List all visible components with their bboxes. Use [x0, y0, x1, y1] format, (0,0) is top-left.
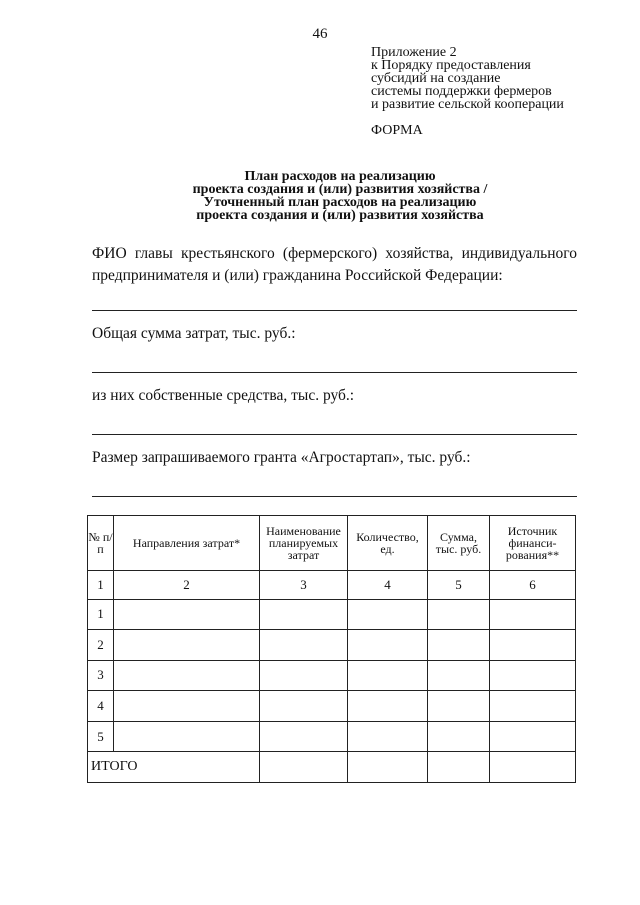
- col-header-funding-source: Источник финанси-рования**: [490, 516, 576, 571]
- cost-direction-cell[interactable]: [114, 691, 260, 722]
- page-number: 46: [312, 26, 328, 42]
- funding-source-cell[interactable]: [490, 660, 576, 691]
- table-row: [88, 721, 576, 752]
- document-title: [0, 170, 640, 222]
- expense-plan-table: [87, 515, 576, 783]
- col-header-cost-direction: Направления затрат*: [114, 516, 260, 571]
- planned-costs-cell[interactable]: [260, 721, 348, 752]
- planned-costs-cell[interactable]: [260, 691, 348, 722]
- table-row: [88, 691, 576, 722]
- appendix-line: и развитие сельской кооперации: [371, 97, 564, 112]
- total-quantity-cell[interactable]: [348, 752, 428, 783]
- total-amount-cell[interactable]: [428, 752, 490, 783]
- cost-direction-cell[interactable]: [114, 721, 260, 752]
- total-row: [88, 752, 576, 783]
- row-number: 5: [88, 721, 114, 752]
- planned-costs-cell[interactable]: [260, 660, 348, 691]
- cost-direction-cell[interactable]: [114, 630, 260, 661]
- total-cost-input-line[interactable]: [92, 372, 577, 373]
- title-line: проекта создания и (или) развития хозяйства /: [192, 182, 488, 197]
- amount-cell[interactable]: [428, 599, 490, 630]
- table-header-row: [88, 516, 576, 571]
- col-header-quantity: Количество, ед.: [348, 516, 428, 571]
- planned-costs-cell[interactable]: [260, 630, 348, 661]
- own-funds-label: из них собственные средства, тыс. руб.:: [92, 387, 355, 404]
- fio-field-label: [92, 243, 577, 287]
- funding-source-cell[interactable]: [490, 630, 576, 661]
- appendix-line: системы поддержки фермеров: [371, 84, 552, 99]
- column-number: 5: [428, 571, 490, 600]
- title-line: проекта создания и (или) развития хозяйства: [196, 208, 484, 223]
- funding-source-cell[interactable]: [490, 599, 576, 630]
- form-label: ФОРМА: [371, 123, 423, 138]
- quantity-cell[interactable]: [348, 691, 428, 722]
- col-header-amount: Сумма, тыс. руб.: [428, 516, 490, 571]
- row-number: 1: [88, 599, 114, 630]
- column-number: 3: [260, 571, 348, 600]
- column-number: 1: [88, 571, 114, 600]
- fio-label-line-2: предпринимателя и (или) гражданина Российской Федерации:: [92, 267, 503, 284]
- table-row: [88, 599, 576, 630]
- appendix-line: субсидий на создание: [371, 71, 501, 86]
- total-planned-costs-cell[interactable]: [260, 752, 348, 783]
- column-number: 6: [490, 571, 576, 600]
- amount-cell[interactable]: [428, 691, 490, 722]
- quantity-cell[interactable]: [348, 660, 428, 691]
- quantity-cell[interactable]: [348, 599, 428, 630]
- table-row: [88, 660, 576, 691]
- amount-cell[interactable]: [428, 630, 490, 661]
- grant-size-label: Размер запрашиваемого гранта «Агростартап», тыс. руб.:: [92, 449, 471, 466]
- row-number: 3: [88, 660, 114, 691]
- column-number-row: [88, 571, 576, 600]
- appendix-block: [371, 46, 564, 111]
- cost-direction-cell[interactable]: [114, 660, 260, 691]
- amount-cell[interactable]: [428, 660, 490, 691]
- own-funds-input-line[interactable]: [92, 434, 577, 435]
- fio-label-line-1: ФИО главы крестьянского (фермерского) хозяйства, индивидуального: [92, 245, 577, 262]
- cost-direction-cell[interactable]: [114, 599, 260, 630]
- row-number: 4: [88, 691, 114, 722]
- column-number: 4: [348, 571, 428, 600]
- total-funding-source-cell[interactable]: [490, 752, 576, 783]
- appendix-line: Приложение 2: [371, 45, 457, 60]
- planned-costs-cell[interactable]: [260, 599, 348, 630]
- total-label: ИТОГО: [88, 752, 260, 783]
- funding-source-cell[interactable]: [490, 721, 576, 752]
- quantity-cell[interactable]: [348, 630, 428, 661]
- total-cost-label: Общая сумма затрат, тыс. руб.:: [92, 325, 296, 342]
- appendix-line: к Порядку предоставления: [371, 58, 531, 73]
- title-line: План расходов на реализацию: [244, 169, 436, 184]
- col-header-number: № п/п: [88, 516, 114, 571]
- grant-size-input-line[interactable]: [92, 496, 577, 497]
- funding-source-cell[interactable]: [490, 691, 576, 722]
- col-header-planned-costs: Наименование планируемых затрат: [260, 516, 348, 571]
- column-number: 2: [114, 571, 260, 600]
- quantity-cell[interactable]: [348, 721, 428, 752]
- amount-cell[interactable]: [428, 721, 490, 752]
- table-row: [88, 630, 576, 661]
- fio-input-line[interactable]: [92, 310, 577, 311]
- title-line: Уточненный план расходов на реализацию: [203, 195, 477, 210]
- row-number: 2: [88, 630, 114, 661]
